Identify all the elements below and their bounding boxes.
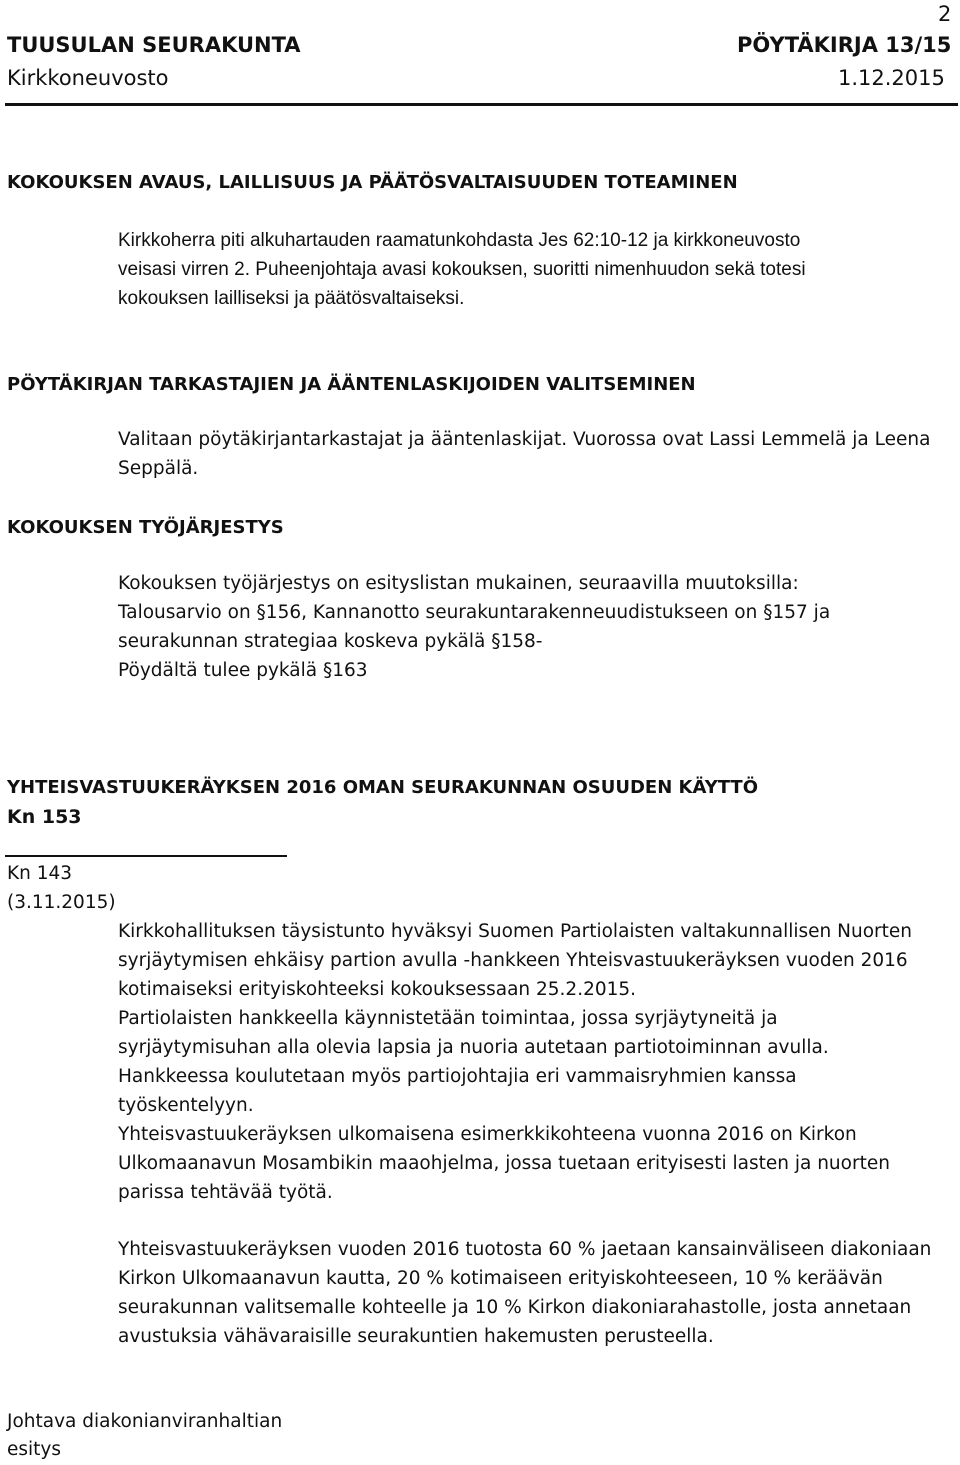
reference-date: (3.11.2015) (7, 892, 116, 913)
collection-paragraph-line: Kirkkohallituksen täysistunto hyväksyi Suomen Partiolaisten valtakunnallisen Nuorten (118, 921, 912, 942)
case-number: Kn 153 (7, 806, 82, 828)
meeting-body: Kirkkoneuvosto (7, 66, 169, 90)
agenda-line-3: seurakunnan strategiaa koskeva pykälä §158- (118, 631, 543, 652)
distribution-paragraph-line: Kirkon Ulkomaanavun kautta, 20 % kotimaiseen erityiskohteeseen, 10 % keräävän (118, 1268, 883, 1289)
collection-paragraph-line: Partiolaisten hankkeella käynnistetään toimintaa, jossa syrjäytyneitä ja (118, 1008, 778, 1029)
checkers-line-2: Seppälä. (118, 458, 199, 479)
section-heading-opening: KOKOUKSEN AVAUS, LAILLISUUS JA PÄÄTÖSVALTAISUUDEN TOTEAMINEN (7, 172, 738, 193)
opening-line-2: veisasi virren 2. Puheenjohtaja avasi kokouksen, suoritti nimenhuudon sekä totesi (118, 259, 806, 280)
opening-line-3: kokouksen lailliseksi ja päätösvaltaiseksi. (118, 288, 465, 309)
organization-name: TUUSULAN SEURAKUNTA (7, 33, 301, 57)
collection-paragraph-line: syrjäytymisen ehkäisy partion avulla -hankkeen Yhteisvastuukeräyksen vuoden 2016 (118, 950, 908, 971)
section-heading-agenda: KOKOUKSEN TYÖJÄRJESTYS (7, 517, 284, 538)
distribution-paragraph-line: avustuksia vähävaraisille seurakuntien hakemusten perusteella. (118, 1326, 714, 1347)
collection-paragraph-line: Ulkomaanavun Mosambikin maaohjelma, jossa tuetaan erityisesti lasten ja nuorten (118, 1153, 890, 1174)
distribution-paragraph-line: seurakunnan valitsemalle kohteelle ja 10 % Kirkon diakoniarahastolle, josta annetaan (118, 1297, 912, 1318)
distribution-paragraph-line: Yhteisvastuukeräyksen vuoden 2016 tuotosta 60 % jaetaan kansainväliseen diakoniaan (118, 1239, 932, 1260)
presenter-title: Johtava diakonianviranhaltian (7, 1411, 283, 1432)
section-heading-collection: YHTEISVASTUUKERÄYKSEN 2016 OMAN SEURAKUNNAN OSUUDEN KÄYTTÖ (7, 777, 759, 798)
section-heading-minutes-checkers: PÖYTÄKIRJAN TARKASTAJIEN JA ÄÄNTENLASKIJOIDEN VALITSEMINEN (7, 374, 696, 395)
agenda-line-1: Kokouksen työjärjestys on esityslistan mukainen, seuraavilla muutoksilla: (118, 573, 799, 594)
checkers-line-1: Valitaan pöytäkirjantarkastajat ja ääntenlaskijat. Vuorossa ovat Lassi Lemmelä ja Leena (118, 429, 931, 450)
page-number: 2 (938, 2, 952, 26)
opening-line-1: Kirkkoherra piti alkuhartauden raamatunkohdasta Jes 62:10-12 ja kirkkoneuvosto (118, 230, 801, 251)
presenter-label: esitys (7, 1439, 62, 1460)
collection-paragraph-line: syrjäytymisuhan alla olevia lapsia ja nuoria autetaan partiotoiminnan avulla. (118, 1037, 829, 1058)
agenda-line-2: Talousarvio on §156, Kannanotto seurakuntarakenneuudistukseen on §157 ja (118, 602, 831, 623)
document-id: PÖYTÄKIRJA 13/15 (737, 33, 952, 57)
reference-number: Kn 143 (7, 863, 73, 884)
header-divider (5, 103, 958, 106)
collection-paragraph-line: Hankkeessa koulutetaan myös partiojohtajia eri vammaisryhmien kanssa (118, 1066, 797, 1087)
collection-paragraph-line: Yhteisvastuukeräyksen ulkomaisena esimerkkikohteena vuonna 2016 on Kirkon (118, 1124, 857, 1145)
collection-paragraph-line: parissa tehtävää työtä. (118, 1182, 333, 1203)
meeting-date: 1.12.2015 (838, 66, 945, 90)
agenda-line-4: Pöydältä tulee pykälä §163 (118, 660, 368, 681)
case-underline (5, 855, 287, 857)
collection-paragraph-line: työskentelyyn. (118, 1095, 254, 1116)
collection-paragraph-line: kotimaiseksi erityiskohteeksi kokouksessaan 25.2.2015. (118, 979, 637, 1000)
